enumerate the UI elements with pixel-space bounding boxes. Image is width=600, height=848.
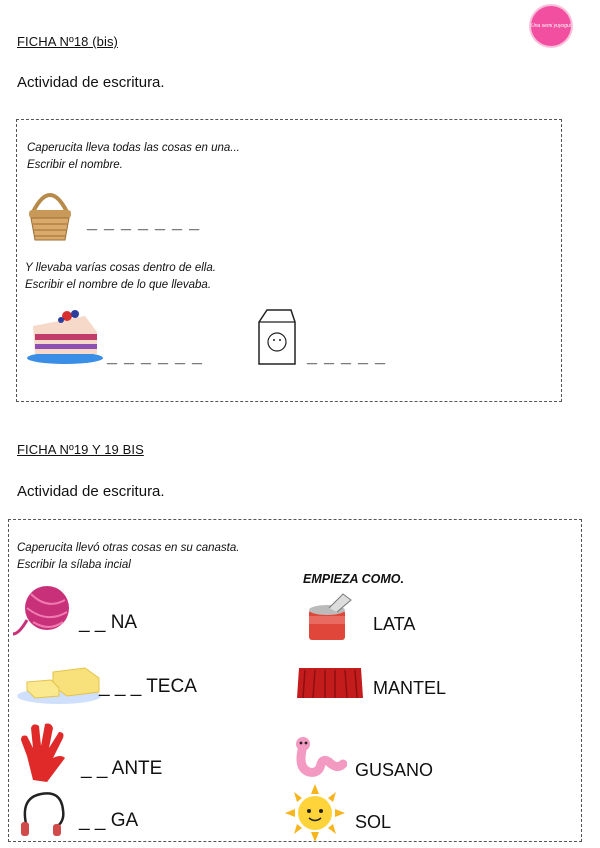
instruction-line: Caperucita lleva todas las cosas en una... [27,142,240,154]
ficha18-activity-box [16,119,562,402]
milk-carton-icon [255,306,299,366]
sun-icon [285,784,345,842]
row1-right: LATA [373,614,416,634]
row2-right: MANTEL [373,678,447,698]
milk-blanks: _ _ _ _ _ [307,346,387,366]
row3-left [81,758,162,780]
logo-text: Una semi yuyogui [531,23,571,29]
instruction-line: Escribir el nombre. [27,159,123,171]
ficha18-instructions-1 [27,140,240,174]
suffix: GA [110,810,139,831]
butter-icon [15,660,105,706]
row2-left [99,676,197,698]
worm-icon [291,732,347,782]
tin-can-icon [305,592,355,644]
suffix: ANTE [111,758,163,779]
row4-left [79,810,138,832]
blanks: _ _ [79,810,106,831]
tablecloth-icon [295,662,365,702]
row1-left [79,612,137,634]
suffix: NA [110,612,138,633]
blanks: _ _ _ [99,676,142,697]
ficha19-title: FICHA Nº19 Y 19 BIS [17,442,144,457]
ficha18-subtitle: Actividad de escritura. [17,74,165,91]
jump-rope-icon [15,788,73,838]
empieza-como-header: EMPIEZA COMO. [303,572,404,586]
basket-blanks: _ _ _ _ _ _ _ [87,212,201,232]
instruction-line: Caperucita llevó otras cosas en su canasta. [17,542,240,554]
blanks: _ _ [79,612,106,633]
ficha19-activity-box [8,519,582,842]
basket-icon [25,182,75,242]
ficha18-instructions-2 [25,260,216,294]
ficha19-subtitle: Actividad de escritura. [17,483,165,500]
row4-right: SOL [355,812,392,832]
ficha19-instructions [17,540,239,574]
instruction-line: Escribir el nombre de lo que llevaba. [25,279,212,291]
suffix: TECA [146,676,197,697]
glove-icon [17,720,71,784]
blanks: _ _ [81,758,108,779]
yarn-ball-icon [11,580,75,640]
cake-blanks: _ _ _ _ _ _ [107,346,204,366]
instruction-line: Escribir la sílaba incial [17,559,131,571]
cake-icon [25,306,109,366]
ficha18-title: FICHA Nº18 (bis) [17,34,118,49]
instruction-line: Y llevaba varías cosas dentro de ella. [25,262,216,274]
row3-right: GUSANO [355,760,434,780]
brand-logo [531,6,571,46]
